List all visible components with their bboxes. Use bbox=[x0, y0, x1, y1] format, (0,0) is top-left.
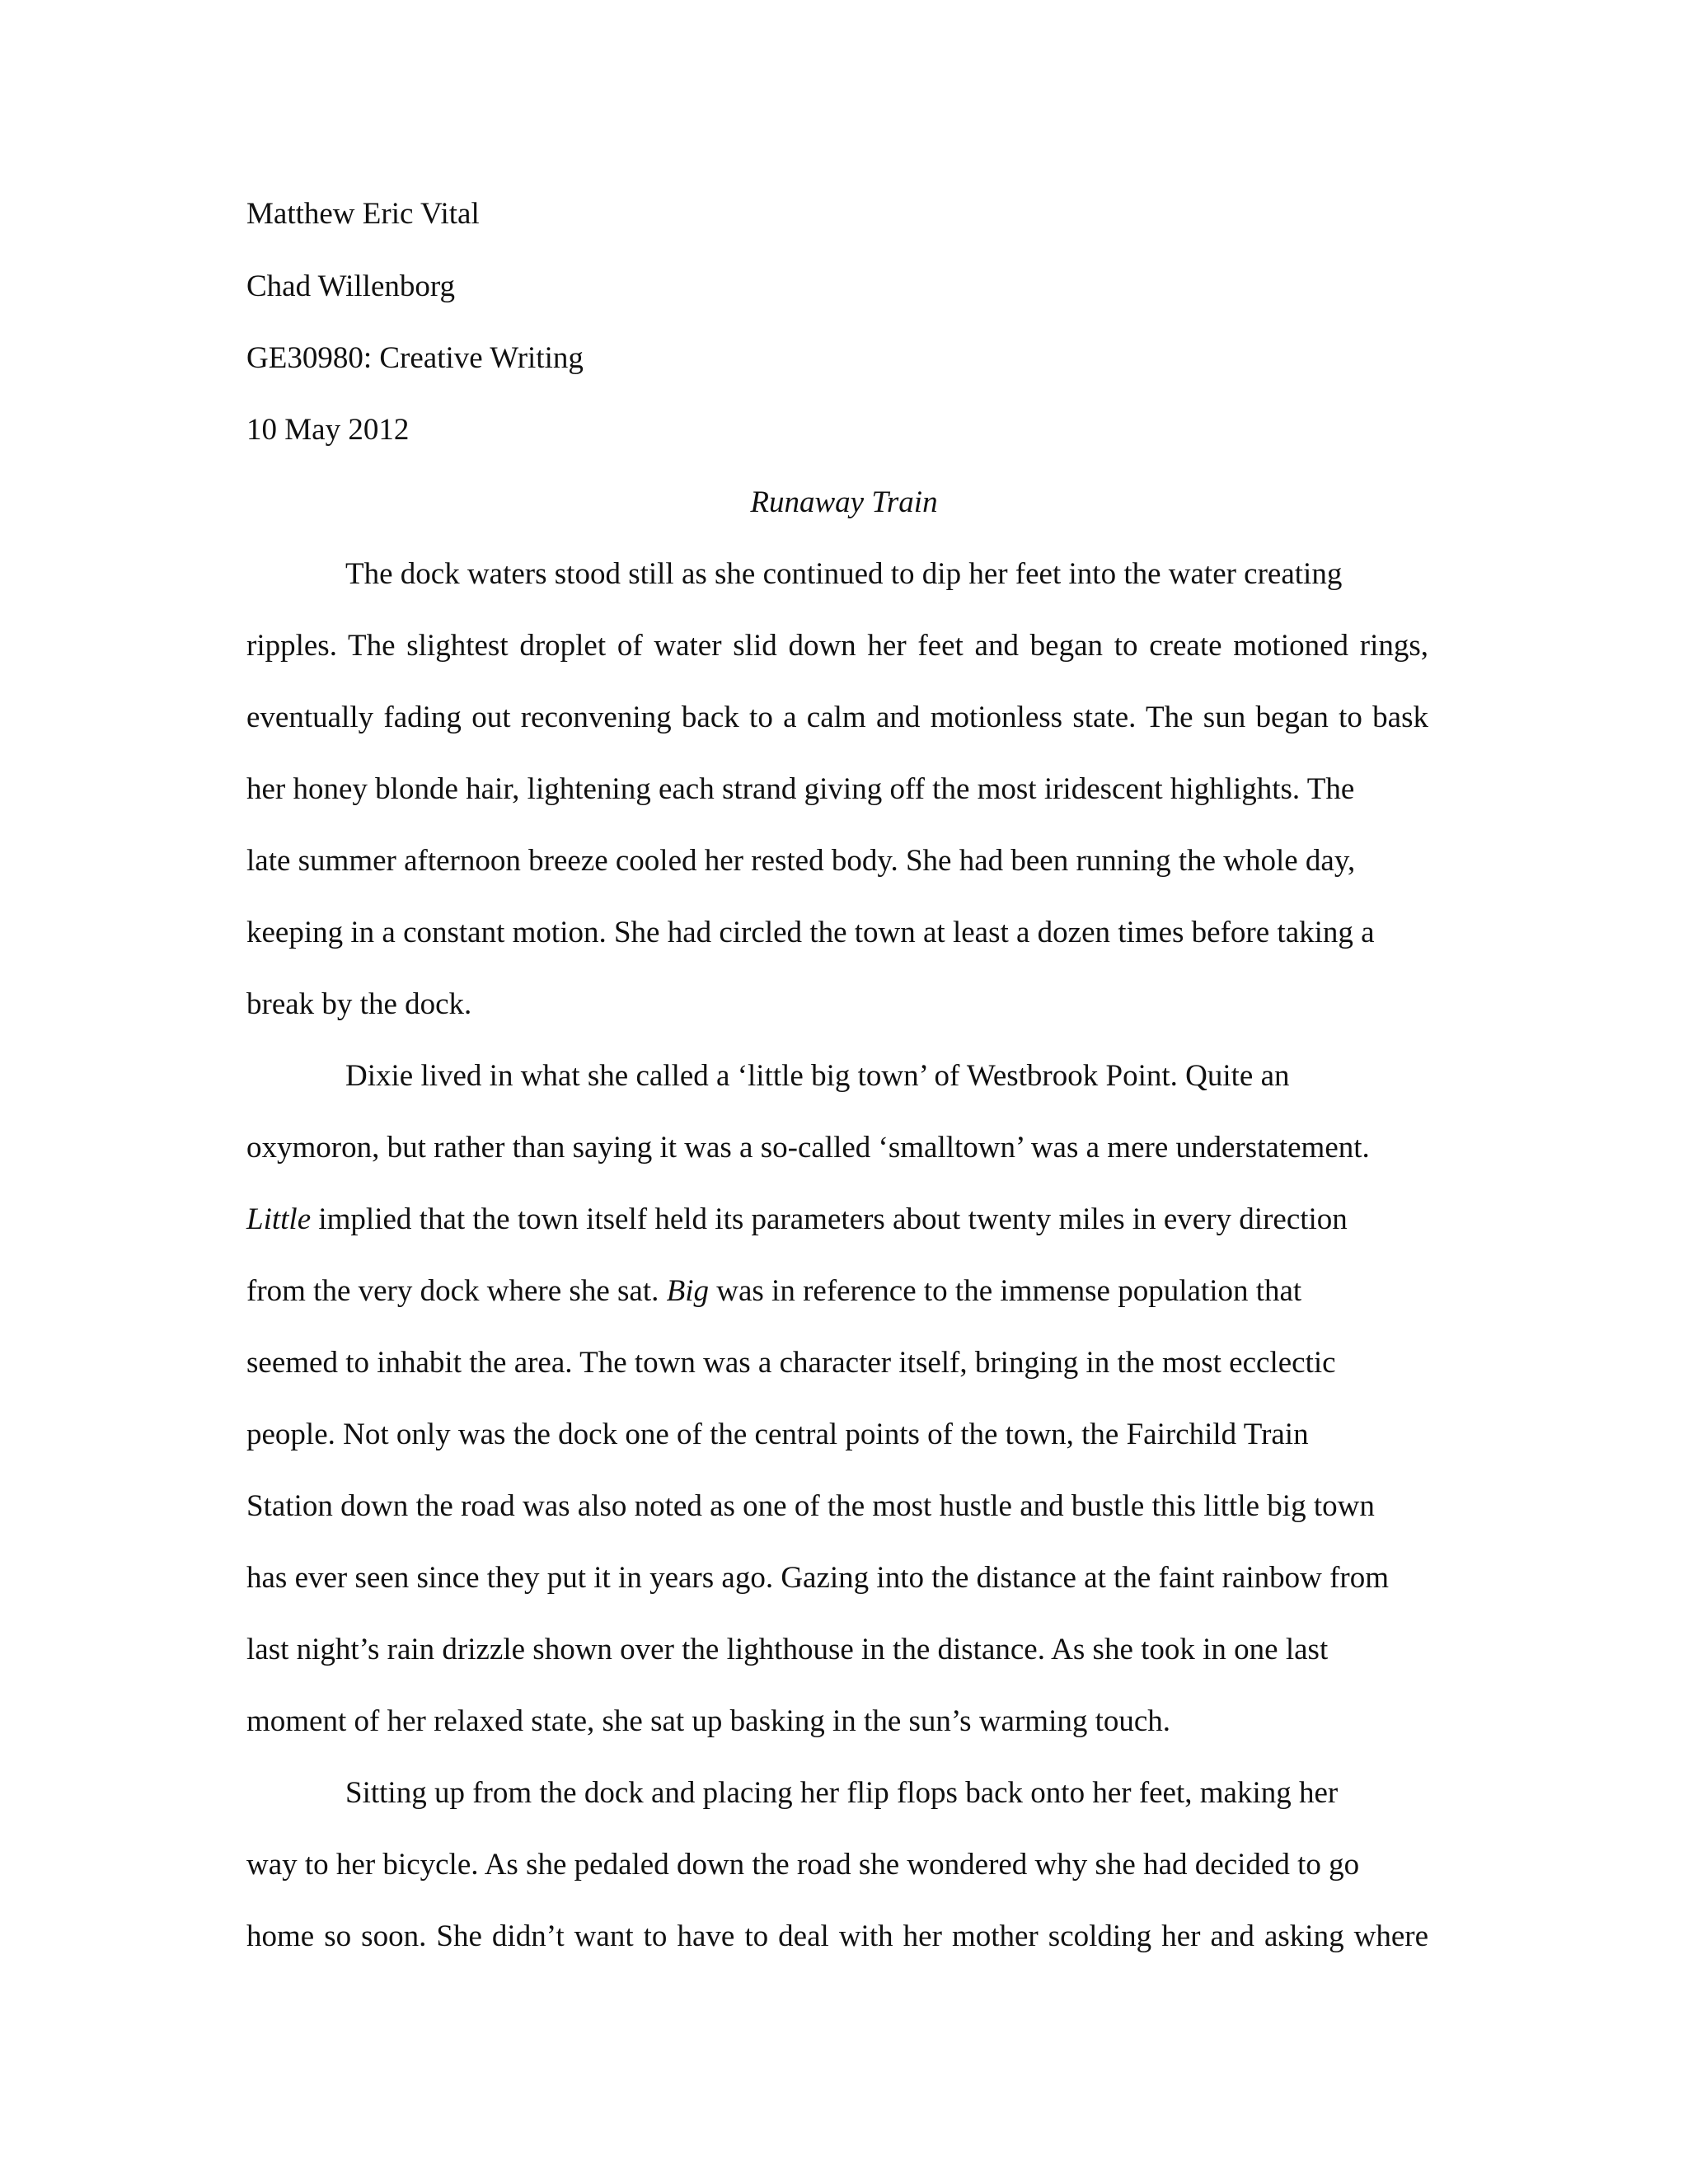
paragraph-2-line-3 bbox=[246, 1202, 1348, 1238]
paragraph-3-line-2: way to her bicycle. As she pedaled down the road she wondered why she had decided to go bbox=[246, 1848, 1360, 1882]
paragraph-2-line-1: Dixie lived in what she called a ‘little big town’ of Westbrook Point. Quite an bbox=[345, 1059, 1290, 1093]
story-title bbox=[0, 485, 1688, 521]
paragraph-2-line-8: has ever seen since they put it in years ago. Gazing into the distance at the faint rainbow from bbox=[246, 1561, 1390, 1595]
paragraph-1-line-7: break by the dock. bbox=[246, 987, 472, 1021]
paragraph-2-line-6: people. Not only was the dock one of the central points of the town, the Fairchild Train bbox=[246, 1418, 1309, 1451]
author-name: Matthew Eric Vital bbox=[246, 197, 480, 231]
paragraph-2-line-4-pre: from the very dock where she sat. bbox=[246, 1274, 667, 1308]
emphasis-little: Little bbox=[246, 1202, 312, 1236]
paragraph-1-line-6: keeping in a constant motion. She had circled the town at least a dozen times before taking a bbox=[246, 916, 1375, 949]
course-name: GE30980: Creative Writing bbox=[246, 341, 584, 375]
emphasis-big: Big bbox=[666, 1274, 709, 1308]
paragraph-1-line-4: her honey blonde hair, lightening each strand giving off the most iridescent highlights. The bbox=[246, 772, 1355, 806]
paragraph-1-line-2: ripples. The slightest droplet of water slid down her feet and began to create motioned rings, bbox=[246, 629, 1428, 663]
paragraph-2-line-4-rest: was in reference to the immense population that bbox=[709, 1274, 1302, 1308]
paragraph-2-line-4 bbox=[246, 1273, 1301, 1310]
paragraph-3-line-1: Sitting up from the dock and placing her flip flops back onto her feet, making her bbox=[345, 1776, 1339, 1810]
paragraph-2-line-9: last night’s rain drizzle shown over the lighthouse in the distance. As she took in one last bbox=[246, 1633, 1329, 1666]
paragraph-2-line-10: moment of her relaxed state, she sat up basking in the sun’s warming touch. bbox=[246, 1704, 1171, 1738]
paragraph-2-line-7: Station down the road was also noted as one of the most hustle and bustle this little big town bbox=[246, 1489, 1375, 1523]
paragraph-1-line-3: eventually fading out reconvening back to a calm and motionless state. The sun began to bask bbox=[246, 701, 1428, 734]
instructor-name: Chad Willenborg bbox=[246, 269, 456, 303]
paragraph-1-line-5: late summer afternoon breeze cooled her rested body. She had been running the whole day, bbox=[246, 844, 1356, 878]
paragraph-1-line-1: The dock waters stood still as she continued to dip her feet into the water creating bbox=[345, 557, 1343, 591]
paragraph-2-line-2: oxymoron, but rather than saying it was a so-called ‘smalltown’ was a mere understatement. bbox=[246, 1131, 1370, 1165]
paragraph-2-line-3-rest: implied that the town itself held its parameters about twenty miles in every direction bbox=[311, 1202, 1348, 1236]
date-line: 10 May 2012 bbox=[246, 413, 410, 447]
paragraph-3-line-3: home so soon. She didn’t want to have to deal with her mother scolding her and asking where bbox=[246, 1919, 1428, 1953]
paragraph-2-line-5: seemed to inhabit the area. The town was a character itself, bringing in the most ecclectic bbox=[246, 1346, 1336, 1380]
story-title-text: Runaway Train bbox=[750, 485, 938, 519]
